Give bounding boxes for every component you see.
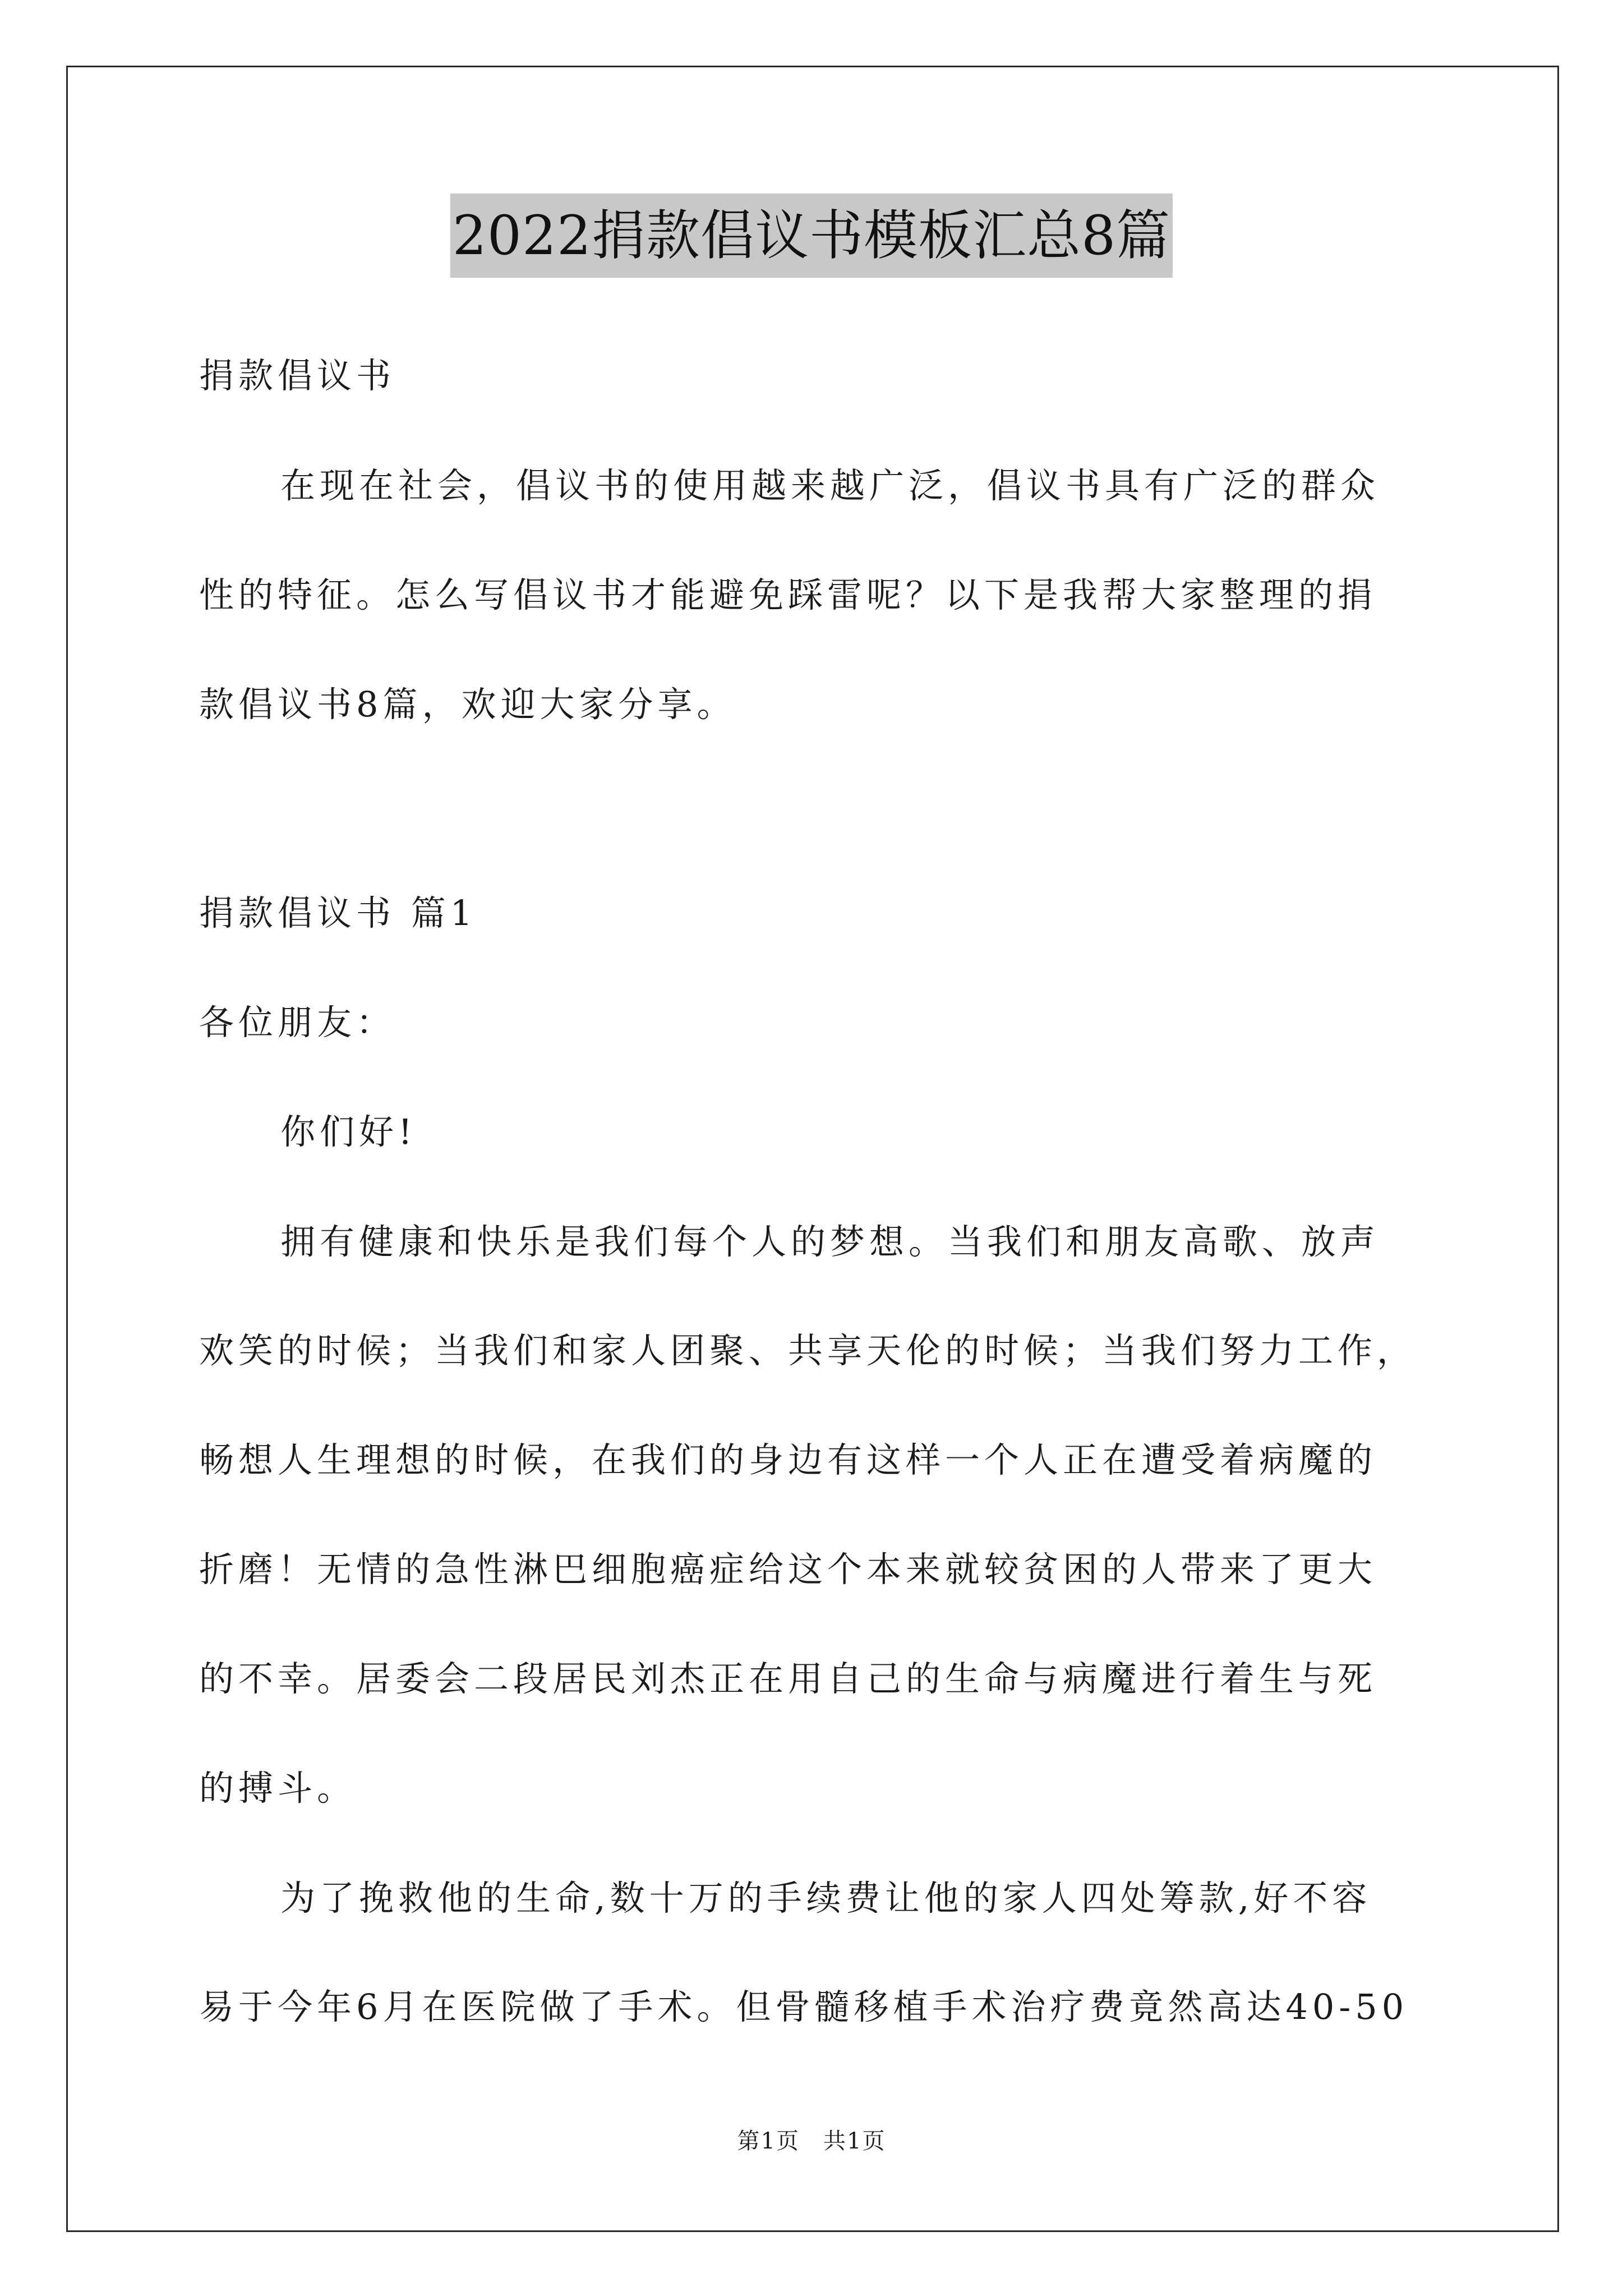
intro-line-3: 款倡议书8篇，欢迎大家分享。 xyxy=(199,684,736,725)
section-heading: 捐款倡议书 篇1 xyxy=(199,892,477,933)
intro-heading: 捐款倡议书 xyxy=(199,355,396,396)
para1-line-5: 的不幸。居委会二段居民刘杰正在用自己的生命与病魔进行着生与死 xyxy=(199,1658,1377,1699)
para1-line-2: 欢笑的时候；当我们和家人团聚、共享天伦的时候；当我们努力工作， xyxy=(199,1330,1417,1371)
para1-line-3: 畅想人生理想的时候，在我们的身边有这样一个人正在遭受着病魔的 xyxy=(199,1439,1377,1480)
para1-line-1: 拥有健康和快乐是我们每个人的梦想。当我们和朋友高歌、放声 xyxy=(280,1221,1380,1262)
document-title: 2022捐款倡议书模板汇总8篇 xyxy=(450,194,1173,278)
greeting: 你们好! xyxy=(280,1111,417,1152)
para1-line-6: 的搏斗。 xyxy=(199,1768,357,1809)
para2-line-1: 为了挽救他的生命,数十万的手续费让他的家人四处筹款,好不容 xyxy=(280,1878,1372,1918)
title-container xyxy=(0,194,1623,278)
intro-line-2: 性的特征。怎么写倡议书才能避免踩雷呢？以下是我帮大家整理的捐 xyxy=(199,574,1377,615)
para2-line-2: 易于今年6月在医院做了手术。但骨髓移植手术治疗费竟然高达40-50 xyxy=(199,1986,1409,2027)
salutation: 各位朋友： xyxy=(199,1002,396,1043)
page-number-footer: 第1页 共1页 xyxy=(737,2128,886,2154)
intro-line-1: 在现在社会，倡议书的使用越来越广泛，倡议书具有广泛的群众 xyxy=(280,465,1380,506)
para1-line-4: 折磨！无情的急性淋巴细胞癌症给这个本来就较贫困的人带来了更大 xyxy=(199,1549,1377,1590)
